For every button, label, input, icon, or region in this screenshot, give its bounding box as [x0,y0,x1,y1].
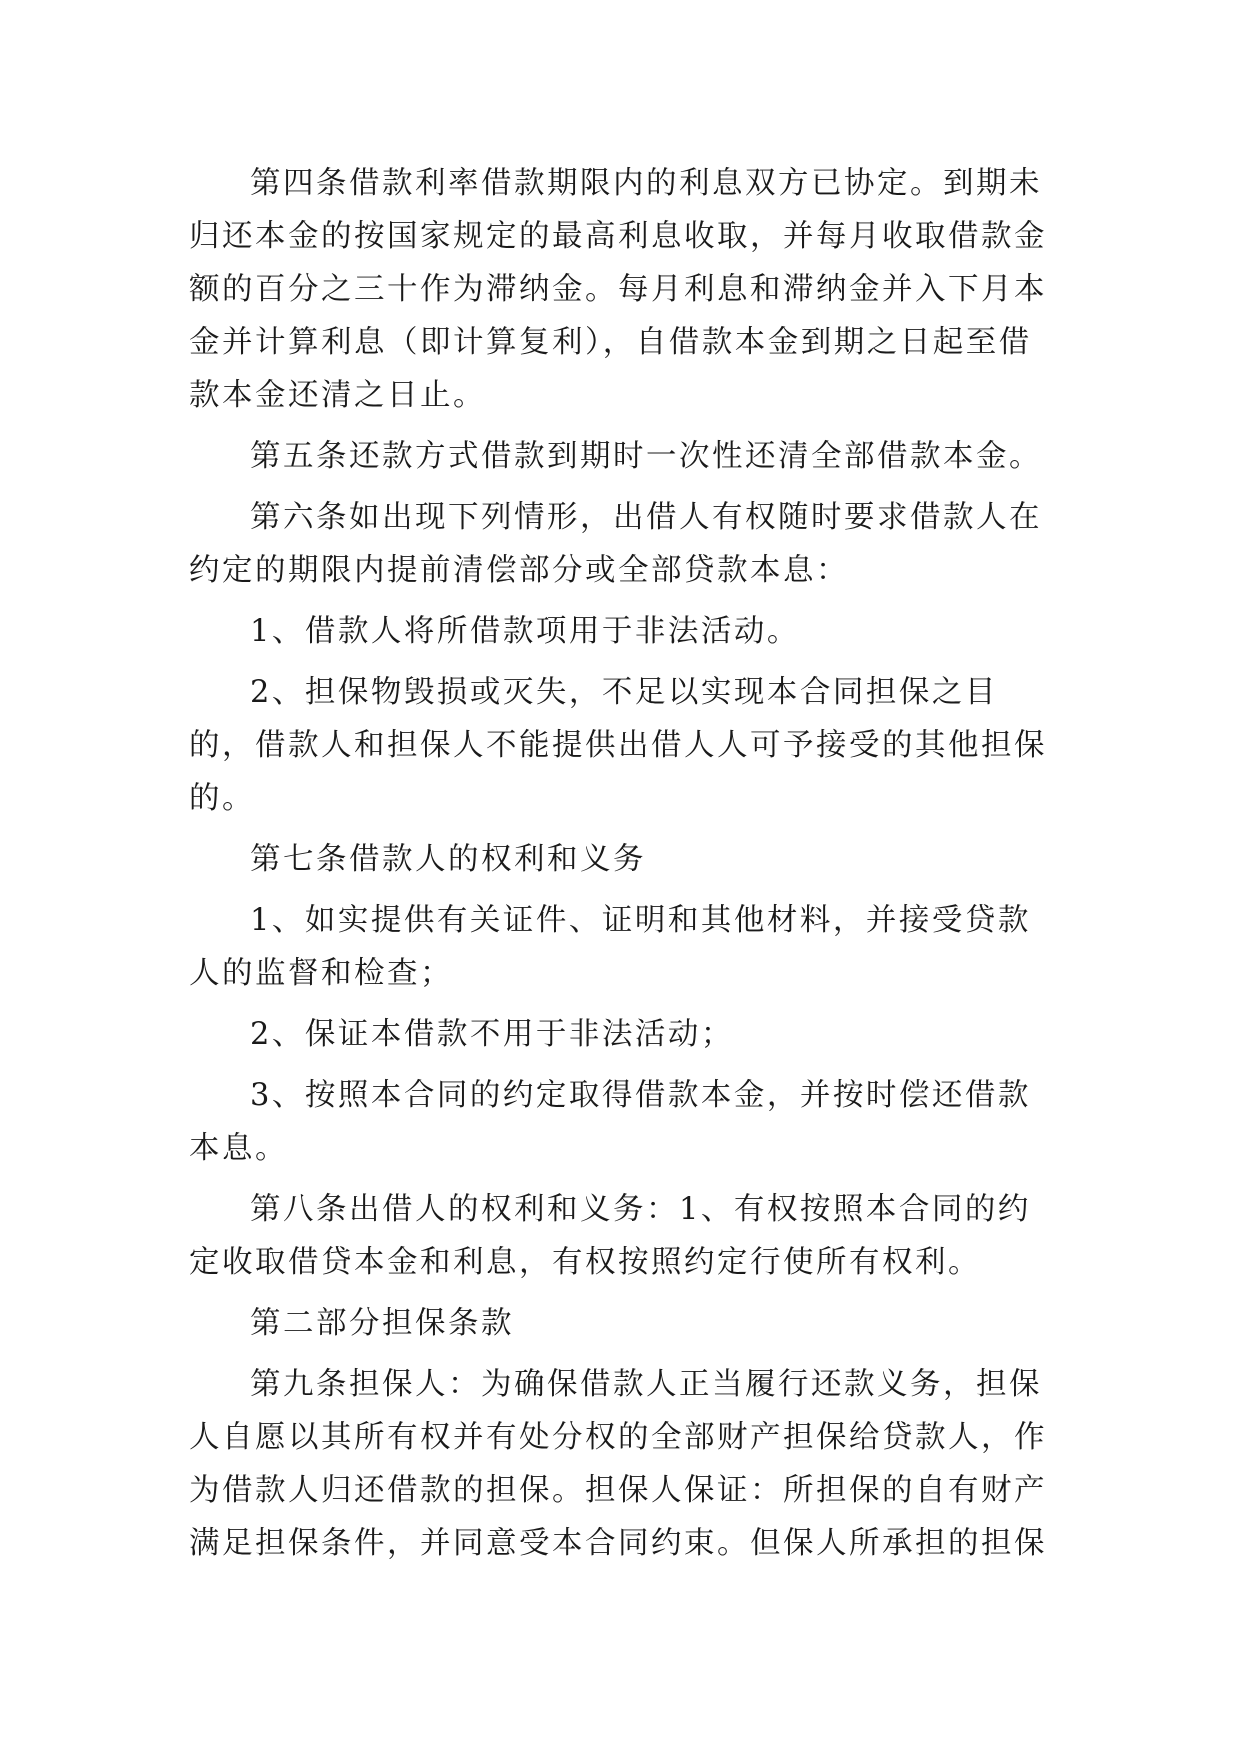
paragraph-article-7-heading: 第七条借款人的权利和义务 [250,842,646,877]
paragraph-article-5-repayment: 第五条还款方式借款到期时一次性还清全部借款本金。 [250,439,1042,474]
paragraph-article-6-item-2: 2、担保物毁损或灭失，不足以实现本合同担保之目的，借款人和担保人不能提供出借人人可予接受的其他担保的。 [189,675,1047,816]
paragraph-article-8-lender-rights: 第八条出借人的权利和义务：1、有权按照本合同的约定收取借贷本金和利息，有权按照约定行使所有权利。 [189,1192,1031,1280]
document-body [189,157,1051,1578]
section-heading-guarantee-terms: 第二部分担保条款 [250,1306,514,1341]
paragraph-article-4-interest: 第四条借款利率借款期限内的利息双方已协定。到期未归还本金的按国家规定的最高利息收取，并每月收取借款金额的百分之三十作为滞纳金。每月利息和滞纳金并入下月本金并计算利息（即计算复利），自借款本金到期之日起至借款本金还清之日止。 [189,166,1047,413]
paragraph-article-6-early-repayment: 第六条如出现下列情形，出借人有权随时要求借款人在约定的期限内提前清偿部分或全部贷款本息： [189,500,1042,588]
paragraph-article-6-item-1: 1、借款人将所借款项用于非法活动。 [250,614,800,649]
paragraph-article-9-guarantor: 第九条担保人：为确保借款人正当履行还款义务，担保人自愿以其所有权并有处分权的全部财产担保给贷款人，作为借款人归还借款的担保。担保人保证：所担保的自有财产满足担保条件，并同意受本合同约束。但保人所承担的担保 [189,1367,1047,1561]
paragraph-article-7-item-3: 3、按照本合同的约定取得借款本金，并按时偿还借款本息。 [189,1078,1031,1166]
paragraph-article-7-item-1: 1、如实提供有关证件、证明和其他材料，并接受贷款人的监督和检查； [189,903,1031,991]
paragraph-article-7-item-2: 2、保证本借款不用于非法活动； [250,1017,734,1052]
